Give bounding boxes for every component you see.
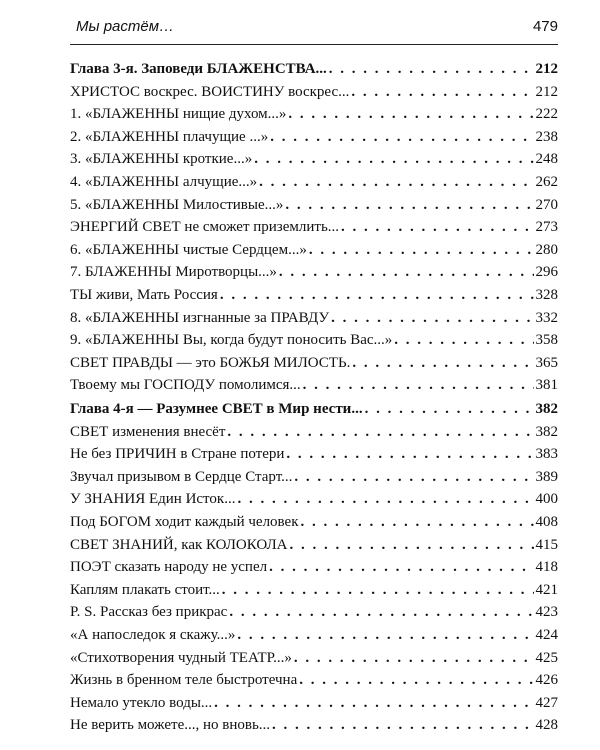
toc-entry-page-number: 212 xyxy=(535,61,558,77)
toc-section-chapter-4 xyxy=(70,401,558,740)
toc-entry-page-number: 428 xyxy=(535,717,558,734)
toc-entry-page-number: 212 xyxy=(535,83,558,100)
toc-entry-title: 2. «БЛАЖЕННЫ плачущие ...» xyxy=(70,128,269,145)
dot-leader xyxy=(299,672,533,689)
toc-entry-row xyxy=(70,310,558,333)
chapter-title: Глава 3-я. Заповеди БЛАЖЕНСТВА... xyxy=(70,61,327,77)
toc-entry-page-number: 222 xyxy=(535,106,558,123)
dot-leader xyxy=(259,174,533,191)
dot-leader xyxy=(237,491,533,508)
toc-entry-row xyxy=(70,129,558,152)
toc-entry-title: 7. БЛАЖЕННЫ Миротворцы...» xyxy=(70,264,277,281)
toc-entry-page-number: 280 xyxy=(535,241,558,258)
toc-entry-title: Звучал призывом в Сердце Старт... xyxy=(70,468,293,485)
toc-entry-title: Немало утекло воды... xyxy=(70,694,213,711)
page-number: 479 xyxy=(532,18,558,35)
toc-entry-row xyxy=(70,264,558,287)
toc-entry-row xyxy=(70,672,558,695)
toc-entry-row xyxy=(70,650,558,673)
dot-leader xyxy=(227,424,533,441)
toc-entry-title: P. S. Рассказ без прикрас xyxy=(70,604,228,621)
dot-leader xyxy=(303,377,534,394)
toc-entry-page-number: 400 xyxy=(535,491,558,508)
toc-entry-title: 5. «БЛАЖЕННЫ Милостивые...» xyxy=(70,196,284,213)
toc-entry-page-number: 382 xyxy=(535,423,558,440)
dot-leader xyxy=(294,650,534,667)
toc-entry-title: «Стихотворения чудный ТЕАТР...» xyxy=(70,649,292,666)
toc-entry-row xyxy=(70,151,558,174)
header-rule xyxy=(70,44,558,45)
toc-entry-page-number: 425 xyxy=(535,649,558,666)
dot-leader xyxy=(285,197,533,214)
toc-entry-page-number: 248 xyxy=(535,151,558,168)
toc-entry-title: 1. «БЛАЖЕННЫ нищие духом...» xyxy=(70,106,287,123)
toc-entry-row xyxy=(70,106,558,129)
toc-entry-row xyxy=(70,559,558,582)
dot-leader xyxy=(351,84,533,101)
dot-leader xyxy=(254,151,533,168)
toc-entry-title: СВЕТ ПРАВДЫ — это БОЖЬЯ МИЛОСТЬ. xyxy=(70,354,351,371)
toc-entry-title: Не верить можете..., но вновь... xyxy=(70,717,271,734)
toc-entry-page-number: 383 xyxy=(535,446,558,463)
toc-entry-title: ХРИСТОС воскрес. ВОИСТИНУ воскрес... xyxy=(70,83,350,100)
toc-entry-page-number: 418 xyxy=(535,559,558,576)
toc-entry-title: Не без ПРИЧИН в Стране потери xyxy=(70,446,285,463)
dot-leader xyxy=(270,129,533,146)
toc-entry-page-number: 238 xyxy=(535,128,558,145)
dot-leader xyxy=(279,264,534,281)
toc-entry-page-number: 332 xyxy=(535,309,558,326)
toc-entry-title: 9. «БЛАЖЕННЫ Вы, когда будут поносить Вас...» xyxy=(70,332,393,349)
toc-entry-row xyxy=(70,717,558,740)
toc-entry-row xyxy=(70,604,558,627)
toc-entry-title: У ЗНАНИЯ Един Исток... xyxy=(70,491,236,508)
toc-entry-page-number: 424 xyxy=(535,626,558,643)
toc-entry-title: 3. «БЛАЖЕННЫ кроткие...» xyxy=(70,151,253,168)
toc-entry-page-number: 421 xyxy=(535,581,558,598)
dot-leader xyxy=(352,355,533,372)
chapter-title: Глава 4-я — Разумнее СВЕТ в Мир нести... xyxy=(70,401,363,417)
toc-entry-row xyxy=(70,424,558,447)
toc-entry-title: СВЕТ ЗНАНИЙ, как КОЛОКОЛА xyxy=(70,536,288,553)
dot-leader xyxy=(220,287,534,304)
toc-entry-page-number: 358 xyxy=(535,332,558,349)
dot-leader xyxy=(237,627,533,644)
dot-leader xyxy=(329,61,534,78)
toc-entry-title: ТЫ живи, Мать Россия xyxy=(70,286,218,303)
running-title: Мы растём… xyxy=(76,18,175,35)
toc-entry-title: 4. «БЛАЖЕННЫ алчущие...» xyxy=(70,173,258,190)
toc-entry-title: СВЕТ изменения внесёт xyxy=(70,423,226,440)
toc-entry-page-number: 389 xyxy=(535,468,558,485)
dot-leader xyxy=(365,401,534,418)
toc-entry-page-number: 365 xyxy=(535,354,558,371)
toc-entry-title: ПОЭТ сказать народу не успел xyxy=(70,559,268,576)
toc-entry-row xyxy=(70,537,558,560)
toc-entry-row xyxy=(70,582,558,605)
toc-entry-page-number: 270 xyxy=(535,196,558,213)
toc-entry-row xyxy=(70,197,558,220)
chapter-heading-row xyxy=(70,61,558,84)
toc-entry-title: 8. «БЛАЖЕННЫ изгнанные за ПРАВДУ xyxy=(70,309,330,326)
dot-leader xyxy=(288,106,533,123)
dot-leader xyxy=(294,469,533,486)
toc-entry-page-number: 423 xyxy=(535,604,558,621)
toc-entry-row xyxy=(70,174,558,197)
toc-entry-page-number: 296 xyxy=(535,264,558,281)
toc-entry-row xyxy=(70,287,558,310)
dot-leader xyxy=(301,514,534,531)
toc-section-chapter-3 xyxy=(70,61,558,400)
toc-entry-row xyxy=(70,377,558,400)
toc-entry-row xyxy=(70,219,558,242)
dot-leader xyxy=(272,717,533,734)
toc-entry-row xyxy=(70,84,558,107)
dot-leader xyxy=(309,242,534,259)
toc-entry-row xyxy=(70,332,558,355)
dot-leader xyxy=(286,446,533,463)
toc-entry-page-number: 427 xyxy=(535,694,558,711)
toc-entry-row xyxy=(70,627,558,650)
toc-entry-title: «А напоследок я скажу...» xyxy=(70,626,236,643)
toc-entry-row xyxy=(70,469,558,492)
toc-entry-row xyxy=(70,514,558,537)
toc-entry-page-number: 273 xyxy=(535,219,558,236)
toc-entry-page-number: 328 xyxy=(535,286,558,303)
toc-entry-page-number: 381 xyxy=(535,377,558,394)
toc-entry-row xyxy=(70,355,558,378)
toc-entry-row xyxy=(70,242,558,265)
dot-leader xyxy=(331,310,533,327)
dot-leader xyxy=(222,582,534,599)
toc-entry-row xyxy=(70,695,558,718)
toc-entry-page-number: 426 xyxy=(535,672,558,689)
dot-leader xyxy=(394,332,533,349)
toc-entry-page-number: 415 xyxy=(535,536,558,553)
toc-entry-page-number: 262 xyxy=(535,173,558,190)
dot-leader xyxy=(229,604,533,621)
toc-entry-row xyxy=(70,491,558,514)
running-head xyxy=(70,18,558,42)
toc-entry-page-number: 382 xyxy=(535,401,558,417)
toc-entry-title: Под БОГОМ ходит каждый человек xyxy=(70,513,299,530)
dot-leader xyxy=(269,559,533,576)
toc-entry-page-number: 408 xyxy=(535,513,558,530)
dot-leader xyxy=(341,219,533,236)
toc-entry-title: Каплям плакать стоит... xyxy=(70,581,220,598)
toc-entry-title: Жизнь в бренном теле быстротечна xyxy=(70,672,298,689)
dot-leader xyxy=(214,695,533,712)
chapter-heading-row xyxy=(70,401,558,424)
dot-leader xyxy=(289,537,533,554)
toc-entry-title: 6. «БЛАЖЕННЫ чистые Сердцем...» xyxy=(70,241,307,258)
toc-entry-title: Твоему мы ГОСПОДУ помолимся... xyxy=(70,377,301,394)
toc-entry-row xyxy=(70,446,558,469)
toc-entry-title: ЭНЕРГИЙ СВЕТ не сможет приземлить... xyxy=(70,219,340,236)
